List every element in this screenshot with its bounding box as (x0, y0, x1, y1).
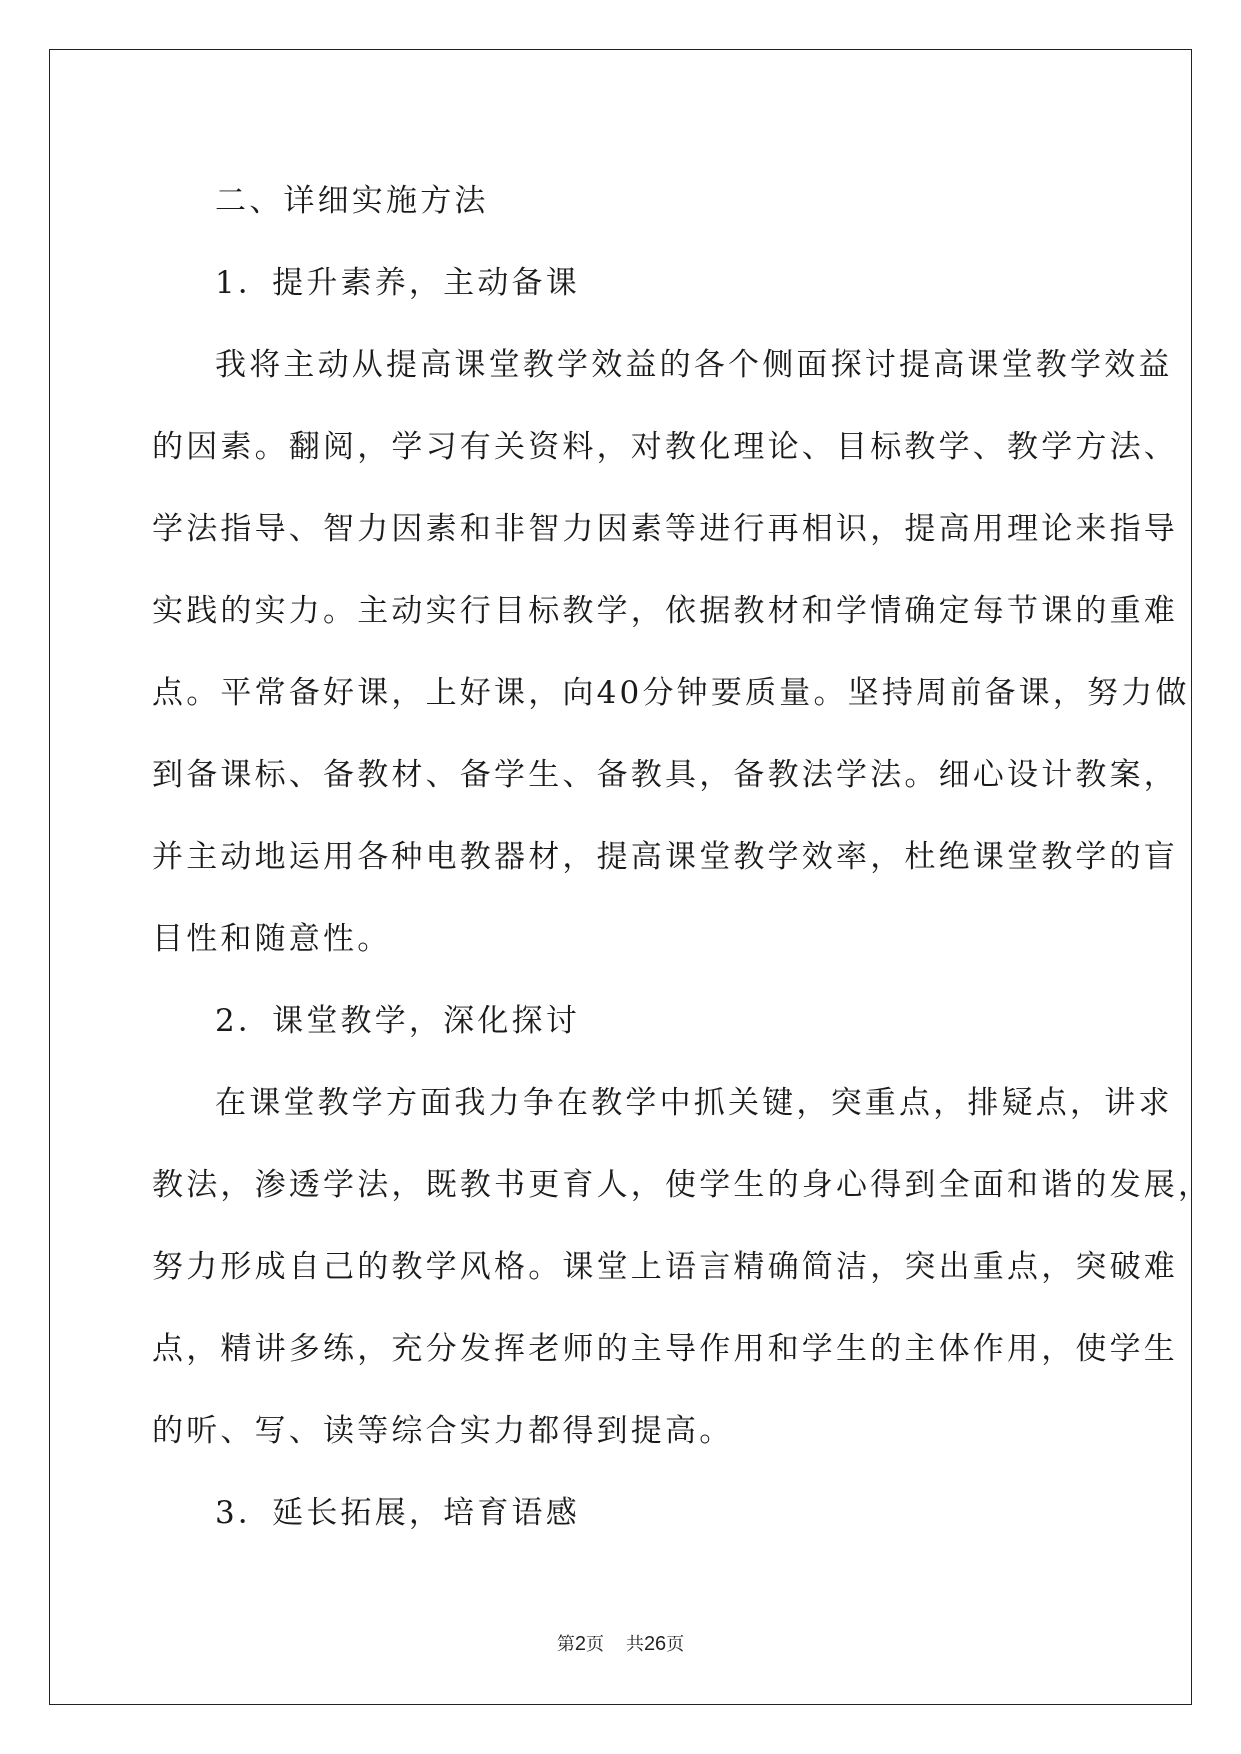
paragraph-line: 努力形成自己的教学风格。课堂上语言精确简洁，突出重点，突破难 (152, 1249, 1178, 1285)
paragraph-line: 点，精讲多练，充分发挥老师的主导作用和学生的主体作用，使学生 (152, 1331, 1178, 1367)
paragraph-line: 在课堂教学方面我力争在教学中抓关键，突重点，排疑点，讲求 (215, 1085, 1173, 1121)
paragraph-line: 的听、写、读等综合实力都得到提高。 (152, 1413, 734, 1449)
document-body (152, 160, 1213, 1554)
paragraph-line: 的因素。翻阅，学习有关资料，对教化理论、目标教学、教学方法、 (152, 429, 1178, 465)
paragraph-line: 我将主动从提高课堂教学效益的各个侧面探讨提高课堂教学效益 (215, 347, 1173, 383)
section-heading: 二、详细实施方法 (215, 183, 489, 219)
paragraph-line: 并主动地运用各种电教器材，提高课堂教学效率，杜绝课堂教学的盲 (152, 839, 1178, 875)
current-page-number: 2 (574, 1633, 586, 1655)
paragraph-line: 到备课标、备教材、备学生、备教具，备教法学法。细心设计教案， (152, 757, 1178, 793)
page-suffix: 页 (585, 1634, 604, 1655)
paragraph-line: 目性和随意性。 (152, 921, 392, 957)
subsection-heading-2: 2．课堂教学，深化探讨 (215, 1003, 580, 1039)
total-suffix: 页 (666, 1634, 685, 1655)
total-page-number: 26 (643, 1633, 667, 1655)
paragraph-line: 点。平常备好课，上好课，向40分钟要质量。坚持周前备课，努力做 (152, 675, 1190, 711)
paragraph-line: 实践的实力。主动实行目标教学，依据教材和学情确定每节课的重难 (152, 593, 1178, 629)
subsection-heading-3: 3．延长拓展，培育语感 (215, 1495, 580, 1531)
paragraph-line: 教法，渗透学法，既教书更育人，使学生的身心得到全面和谐的发展， (152, 1167, 1213, 1203)
page-footer (0, 1630, 1241, 1656)
paragraph-line: 学法指导、智力因素和非智力因素等进行再相识，提高用理论来指导 (152, 511, 1178, 547)
subsection-heading-1: 1．提升素养，主动备课 (215, 265, 580, 301)
page-prefix: 第 (556, 1634, 575, 1655)
total-prefix: 共 (625, 1634, 644, 1655)
